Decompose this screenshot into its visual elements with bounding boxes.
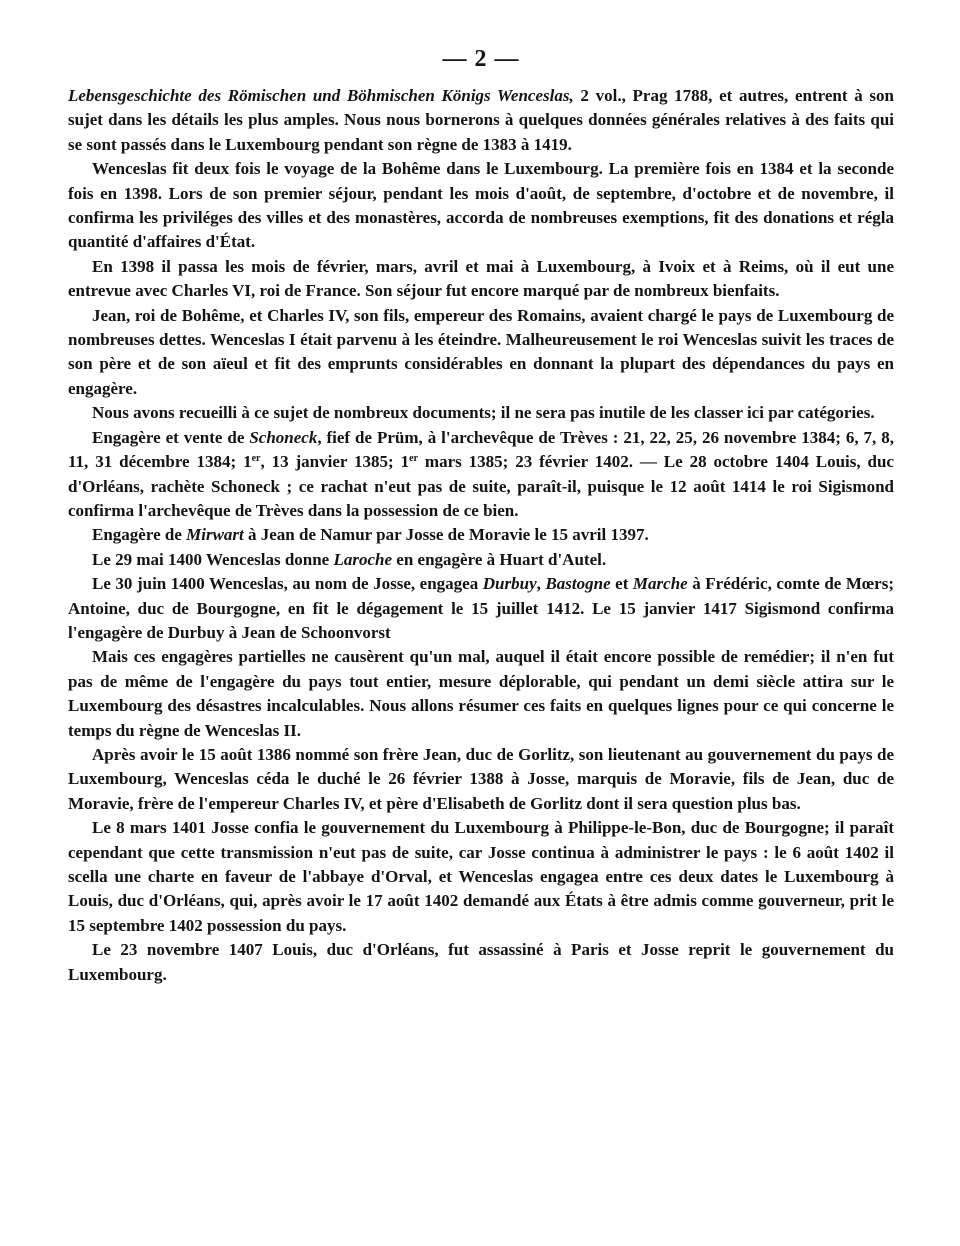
italic-text: Lebensgeschichte des Römischen und Böhmischen Königs Wenceslas,: [68, 86, 574, 105]
text-run: Le 23 novembre 1407 Louis, duc d'Orléans, fut assassiné à Paris et Josse reprit le gouvernement du Luxembourg.: [68, 940, 894, 984]
italic-text: Schoneck: [249, 427, 318, 447]
text-run: , fief de Prüm, à l'archevêque de Trèves : 21, 22, 25, 26 novembre 1384; 6, 7, 8, 11, 31 décembre 1384; 1: [68, 427, 894, 472]
text-run: Engagère de: [92, 525, 187, 545]
text-run: Après avoir le 15 août 1386 nommé son frère Jean, duc de Gorlitz, son lieutenant au gouvernement du pays de Luxembourg, Wenceslas céda le duché le 26 février 1388 à Josse, marquis de Moravie, fils de Jean, duc de Moravie, frère de l'empereur Charles IV, et père d'Elisabeth de Gorlitz dont il sera question plus bas.: [68, 744, 894, 813]
superscript: er: [251, 453, 261, 465]
superscript: er: [409, 453, 418, 465]
paragraph: [68, 645, 894, 743]
paragraph: [68, 548, 894, 572]
text-run: ,: [536, 574, 546, 594]
italic-text: Mirwart: [186, 525, 244, 545]
text-run: , 13 janvier 1385; 1: [260, 452, 410, 472]
italic-text: Laroche: [333, 549, 393, 569]
text-run: à Frédéric, comte de Mœrs; Antoine, duc de Bourgogne, en fit le dégagement le 15 juillet 1412. Le 15 janvier 1417 Sigismond confirma l'engagère de Durbuy à Jean de Schoonvorst: [68, 574, 894, 642]
text-run: et: [610, 574, 633, 594]
italic-text: Bastogne: [545, 574, 611, 594]
paragraph: [68, 304, 894, 402]
text-run: Nous avons recueilli à ce sujet de nombreux documents; il ne sera pas inutile de les classer ici par catégories.: [92, 403, 875, 423]
paragraph: [68, 255, 894, 304]
text-run: en engagère à Huart d'Autel.: [392, 549, 607, 569]
body-text: [68, 84, 894, 987]
text-run: En 1398 il passa les mois de février, mars, avril et mai à Luxembourg, à Ivoix et à Reims, où il eut une entrevue avec Charles VI, roi de France. Son séjour fut encore marqué par de nombreux bienfaits.: [68, 256, 894, 301]
paragraph: [68, 523, 894, 547]
paragraph: [68, 743, 894, 816]
italic-text: Durbuy: [482, 574, 537, 594]
text-run: à Jean de Namur par Josse de Moravie le 15 avril 1397.: [243, 525, 649, 545]
text-run: Engagère et vente de: [92, 427, 250, 447]
text-run: Le 30 juin 1400 Wenceslas, au nom de Josse, engagea: [92, 574, 483, 594]
text-run: Jean, roi de Bohême, et Charles IV, son fils, empereur des Romains, avaient chargé le pays de Luxembourg de nombreuses dettes. Wenceslas I était parvenu à les éteindre. Malheureusement le roi Wenceslas suivit les traces de son père et de son aïeul et fit des emprunts considérables en donnant la plupart des dépendances du pays en engagère.: [68, 305, 894, 398]
document-page: [68, 44, 894, 987]
italic-text: Marche: [632, 574, 688, 594]
text-run: Le 29 mai 1400 Wenceslas donne: [92, 549, 334, 569]
text-run: Wenceslas fit deux fois le voyage de la Bohême dans le Luxembourg. La première fois en 1384 et la seconde fois en 1398. Lors de son premier séjour, pendant les mois d'août, de septembre, d'octobre et de novembre, il confirma les priviléges des villes et des monastères, accorda de nombreuses exemptions, fit des donations et régla quantité d'affaires d'État.: [68, 159, 894, 252]
paragraph: [68, 84, 894, 157]
text-run: Le 8 mars 1401 Josse confia le gouvernement du Luxembourg à Philippe-le-Bon, duc de Bourgogne; il paraît cependant que cette transmission n'eut pas de suite, car Josse continua à administrer le pays : le 6 août 1402 il scella une charte en faveur de l'abbaye d'Orval, et Wenceslas engagea entre ces deux dates le Luxembourg à Louis, duc d'Orléans, qui, après avoir le 17 août 1402 demandé aux États à être admis comme gouverneur, prit le 15 septembre 1402 possession du pays.: [68, 818, 894, 935]
paragraph: [68, 157, 894, 255]
paragraph: [68, 401, 894, 425]
paragraph: [68, 572, 894, 645]
text-run: mars 1385; 23 février 1402. — Le 28 octobre 1404 Louis, duc d'Orléans, rachète Schoneck ; ce rachat n'eut pas de suite, paraît-il, puisque le 12 août 1414 le roi Sigismond confirma l'archevêque de Trèves dans la possession de ce bien.: [68, 452, 894, 520]
paragraph: [68, 938, 894, 987]
paragraph: [68, 426, 894, 524]
text-run: 2 vol., Prag 1788, et autres, entrent à son sujet dans les détails les plus amples. Nous nous bornerons à quelques données générales relatives à des faits qui se sont passés dans le Luxembourg pendant son règne de 1383 à 1419.: [68, 86, 894, 154]
text-run: Mais ces engagères partielles ne causèrent qu'un mal, auquel il était encore possible de remédier; il n'en fut pas de même de l'engagère du pays tout entier, mesure déplorable, qui pendant un demi siècle attira sur le Luxembourg des désastres incalculables. Nous allons résumer ces faits en quelques lignes pour ce qui concerne le temps du règne de Wenceslas II.: [68, 647, 894, 740]
paragraph: [68, 816, 894, 938]
page-number: — 2 —: [442, 46, 520, 72]
